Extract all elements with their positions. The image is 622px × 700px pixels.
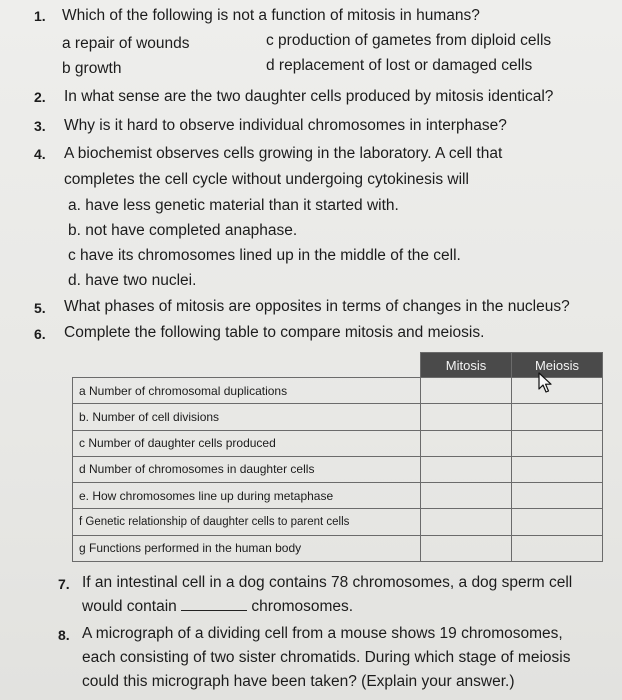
row-label: f Genetic relationship of daughter cells to parent cells: [73, 509, 421, 535]
meiosis-cell[interactable]: [512, 509, 603, 535]
table-row: [73, 430, 603, 456]
mitosis-cell[interactable]: [421, 509, 512, 535]
q7-line2-end: chromosomes.: [251, 598, 354, 615]
table-row: [73, 456, 603, 482]
question-4-text-line1: A biochemist observes cells growing in the laboratory. A cell that: [64, 145, 503, 162]
question-6-text: Complete the following table to compare mitosis and meiosis.: [64, 324, 485, 341]
mitosis-cell[interactable]: [421, 404, 512, 430]
question-5-number: 5.: [34, 300, 46, 316]
question-8-text-line1: A micrograph of a dividing cell from a mouse shows 19 chromosomes,: [82, 625, 563, 642]
question-2-number: 2.: [34, 89, 46, 105]
q4-option-c: c have its chromosomes lined up in the middle of the cell.: [68, 247, 461, 264]
question-1-text: Which of the following is not a function of mitosis in humans?: [62, 7, 480, 24]
table-corner: [73, 353, 421, 378]
q1-option-d: d replacement of lost or damaged cells: [266, 57, 533, 74]
question-7-number: 7.: [58, 576, 70, 592]
question-4-text-line2: completes the cell cycle without undergoing cytokinesis will: [64, 171, 469, 188]
row-label: g Functions performed in the human body: [73, 535, 421, 561]
row-label: a Number of chromosomal duplications: [73, 378, 421, 404]
row-label: d Number of chromosomes in daughter cells: [73, 456, 421, 482]
q7-line2-start: would contain: [82, 598, 177, 615]
meiosis-cell[interactable]: [512, 404, 603, 430]
mouse-cursor-icon: [538, 372, 552, 394]
q4-option-d: d. have two nuclei.: [68, 272, 197, 289]
question-1-number: 1.: [34, 8, 46, 24]
q1-option-a: a repair of wounds: [62, 35, 190, 52]
q7-answer-blank[interactable]: [181, 596, 247, 611]
table-row: [73, 378, 603, 404]
mitosis-cell[interactable]: [421, 430, 512, 456]
question-8-text-line2: each consisting of two sister chromatids. During which stage of meiosis: [82, 649, 571, 666]
question-4-number: 4.: [34, 146, 46, 162]
meiosis-cell[interactable]: [512, 456, 603, 482]
table-row: [73, 509, 603, 535]
row-label: b. Number of cell divisions: [73, 404, 421, 430]
meiosis-cell[interactable]: [512, 483, 603, 509]
mitosis-cell[interactable]: [421, 535, 512, 561]
mitosis-cell[interactable]: [421, 483, 512, 509]
q1-option-b: b growth: [62, 60, 122, 77]
question-3-text: Why is it hard to observe individual chromosomes in interphase?: [64, 117, 507, 134]
question-2-text: In what sense are the two daughter cells produced by mitosis identical?: [64, 88, 554, 105]
question-8-number: 8.: [58, 627, 70, 643]
q1-option-c: c production of gametes from diploid cells: [266, 32, 552, 49]
meiosis-cell[interactable]: [512, 378, 603, 404]
question-5-text: What phases of mitosis are opposites in terms of changes in the nucleus?: [64, 298, 570, 315]
table-row: [73, 404, 603, 430]
meiosis-cell[interactable]: [512, 535, 603, 561]
column-header-meiosis: Meiosis: [512, 353, 603, 378]
mitosis-meiosis-table: [72, 352, 603, 562]
question-3-number: 3.: [34, 118, 46, 134]
question-6-number: 6.: [34, 326, 46, 342]
row-label: e. How chromosomes line up during metaphase: [73, 483, 421, 509]
q4-option-b: b. not have completed anaphase.: [68, 222, 298, 239]
table-row: [73, 535, 603, 561]
question-8-text-line3: could this micrograph have been taken? (Explain your answer.): [82, 673, 515, 690]
mitosis-cell[interactable]: [421, 378, 512, 404]
column-header-mitosis: Mitosis: [421, 353, 512, 378]
question-7-text-line2: [82, 596, 353, 618]
question-7-text-line1: If an intestinal cell in a dog contains 78 chromosomes, a dog sperm cell: [82, 574, 573, 591]
meiosis-cell[interactable]: [512, 430, 603, 456]
table-row: [73, 483, 603, 509]
mitosis-cell[interactable]: [421, 456, 512, 482]
q4-option-a: a. have less genetic material than it started with.: [68, 197, 399, 214]
row-label: c Number of daughter cells produced: [73, 430, 421, 456]
